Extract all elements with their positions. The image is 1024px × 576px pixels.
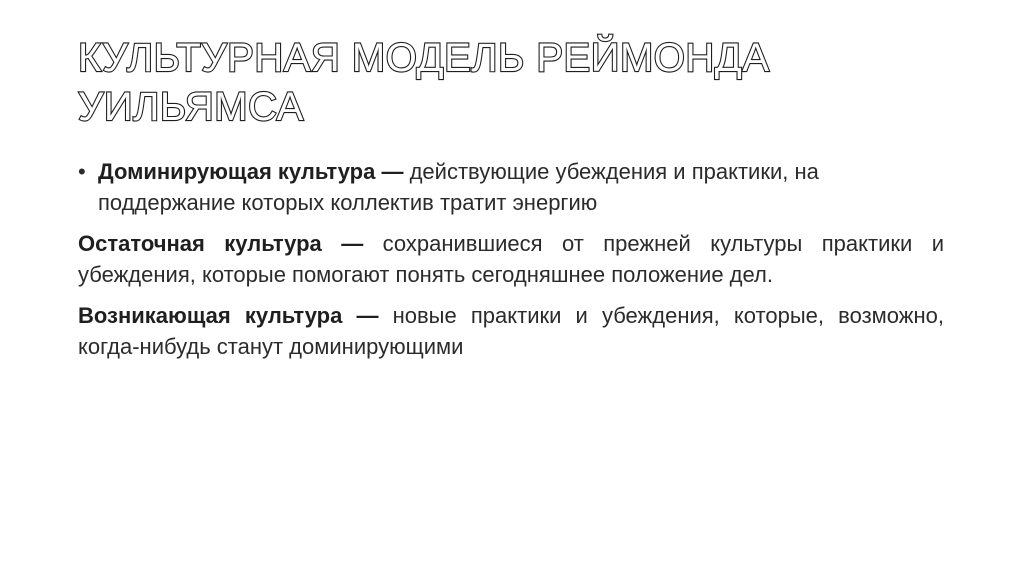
- term-residual-culture: Остаточная культура —: [78, 231, 364, 256]
- definition-dominant-culture: действующие убеждения и практики, на поддержание которых коллектив тратит энергию: [98, 159, 819, 215]
- title-line-2: УИЛЬЯМСА: [78, 85, 304, 129]
- title-line-1: КУЛЬТУРНАЯ МОДЕЛЬ РЕЙМОНДА: [78, 36, 770, 80]
- slide-title: [78, 34, 958, 132]
- definition-residual-culture: сохранившиеся от прежней культуры практики и убеждения, которые помогают понять сегодняшнее положение дел.: [78, 231, 944, 287]
- term-dominant-culture: Доминирующая культура —: [98, 159, 404, 184]
- bullet-icon: •: [78, 159, 86, 184]
- slide-body: [78, 156, 944, 372]
- paragraph-emergent-culture: [78, 300, 944, 362]
- paragraph-dominant-culture: [78, 156, 944, 218]
- definition-emergent-culture: новые практики и убеждения, которые, возможно, когда-нибудь станут доминирующими: [78, 303, 944, 359]
- term-emergent-culture: Возникающая культура —: [78, 303, 379, 328]
- paragraph-residual-culture: [78, 228, 944, 290]
